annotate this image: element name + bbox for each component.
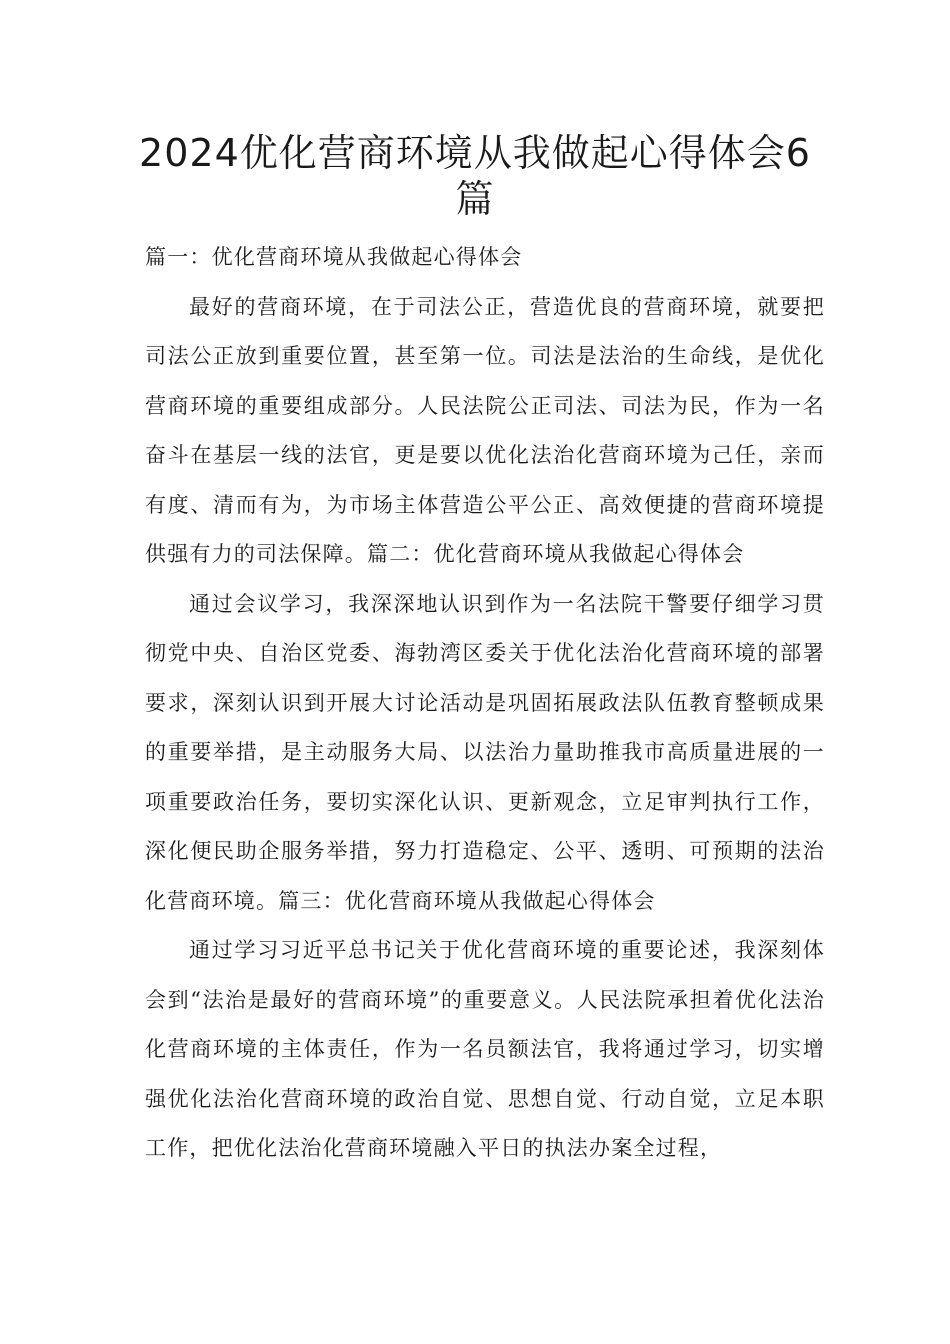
paragraph: 最好的营商环境，在于司法公正，营造优良的营商环境，就要把司法公正放到重要位置，甚至第一位。司法是法治的生命线，是优化营商环境的重要组成部分。人民法院公正司法、司法为民，作为一名奋斗在基层一线的法官，更是要以优化法治化营商环境为己任，亲而有度、清而有为，为市场主体营造公平公正、高效便捷的营商环境提供强有力的司法保障。篇二：优化营商环境从我做起心得体会 [145,294,825,566]
document-body [145,233,825,1174]
paragraph: 通过学习习近平总书记关于优化营商环境的重要论述，我深刻体会到“法治是最好的营商环境”的重要意义。人民法院承担着优化法治化营商环境的主体责任，作为一名员额法官，我将通过学习，切实增强优化法治化营商环境的政治自觉、思想自觉、行动自觉，立足本职工作，把优化法治化营商环境融入平日的执法办案全过程， [145,938,825,1160]
paragraph: 通过会议学习，我深深地认识到作为一名法院干警要仔细学习贯彻党中央、自治区党委、海勃湾区委关于优化法治化营商环境的部署要求，深刻认识到开展大讨论活动是巩固拓展政法队伍教育整顿成果的重要举措，是主动服务大局、以法治力量助推我市高质量进展的一项重要政治任务，要切实深化认识、更新观念，立足审判执行工作，深化便民助企服务举措，努力打造稳定、公平、透明、可预期的法治化营商环境。篇三：优化营商环境从我做起心得体会 [145,591,825,913]
section-heading: 篇一：优化营商环境从我做起心得体会 [145,245,523,269]
document-title: 2024优化营商环境从我做起心得体会6篇 [139,131,811,221]
